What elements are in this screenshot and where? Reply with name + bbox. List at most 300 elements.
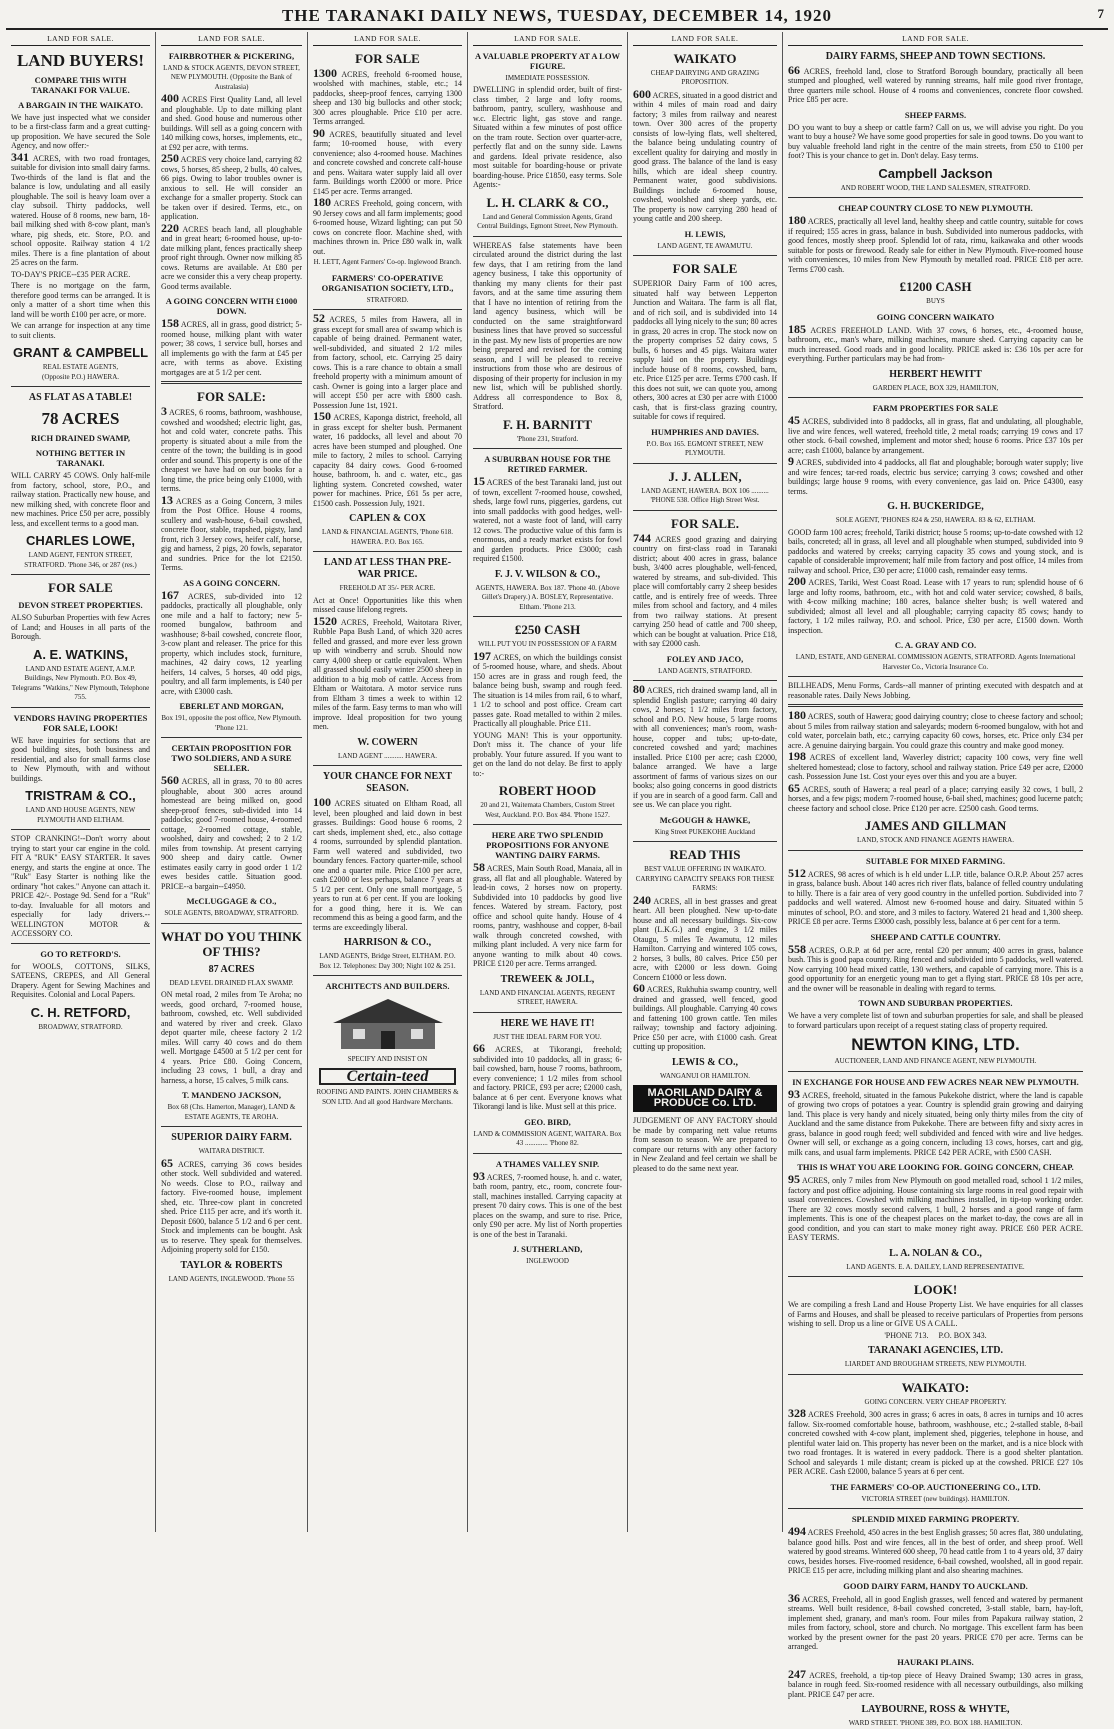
ad-body: ACRES, O.R.P. at 6d per acre, rental £20 per annum; 400 acres in grass, balance bush. This is good papa country. Ring fenced and subdivided into 5 paddocks, well watered. Now carrying 100 head mixed cattle, 130 wethers, and capable of carrying more. This is a good opportunity for an energetic young man to get a flying start. PRICE £8 10s per acre, and the owner will be reasonable in dealing with regard to terms. <box>788 945 1083 993</box>
ad-text <box>313 409 462 508</box>
ad-text <box>161 587 302 697</box>
ad-text: ON metal road, 2 miles from Te Aroha; no weeds, good orchard, 7-roomed house, bathroom, cowshed, etc. Well subdivided and watered by river and creek. Glaxo depot quarter mile, cheese factory 2 1/2 miles. Will carry 40 cows and do them well. Mortgage £4500 at 5 1/2 per cent for 4 years. Price £80. Going Concern, including 23 cows, 1 bull, a dray and harness, a horse, 15 calves, 5 milk cans. <box>161 990 302 1085</box>
ad-text <box>788 413 1084 455</box>
ad-body: ACRES, only 7 miles from New Plymouth on good metalled road, school 1 1/2 miles, factory and post office adjoining. House containing six large rooms in real good repair with usual conveniences. Cowshed with milking machines installed, in tip-top working order. There are 32 cows mostly second calvers, 1 bull, 2 horses and a good range of farm implements. This is one of the cheapest places on the market to-day, the cows are all in good condition, and you can start to make money right away. PRICE £60 PER ACRE. EASY TERMS. <box>788 1176 1083 1242</box>
advertiser-name: HARRISON & CO., <box>343 937 432 948</box>
advertiser-detail: LAND AND ESTATE AGENT, A.M.P. Buildings, New Plymouth. P.O. Box 49, Telegrams "Watkins," New Plymouth, Telephone 755. <box>11 664 150 701</box>
acreage: 13 <box>161 492 173 507</box>
advertiser-detail: VICTORIA STREET (new buildings). HAMILTON. <box>861 1494 1010 1503</box>
advertiser-detail: LAND AGENTS, STRATFORD. <box>658 666 752 675</box>
house-illustration <box>323 995 453 1051</box>
subheadline: A GOING CONCERN WITH £1000 DOWN. <box>165 296 298 316</box>
acreage: 66 <box>473 1041 485 1055</box>
subheadline: WAITARA DISTRICT. <box>198 1147 265 1155</box>
ad-text <box>313 613 462 732</box>
ad-text <box>161 91 303 152</box>
ad-body: ACRES beach land, all ploughable and in great heart; 6-roomed house, up-to-date milking plant, fences practically sheep proof right through. Owner now milking 85 cows. Returns are available. At £80 per acre we consider this a very cheap property. Good terms available. <box>161 224 302 291</box>
advertiser-detail: 20 and 21, Waitemata Chambers, Custom Street West, Auckland. P.O. Box 484. 'Phone 1527. <box>480 801 615 819</box>
ad-text <box>633 530 778 649</box>
acreage: 185 <box>788 321 806 336</box>
headline: SUPERIOR DAIRY FARM. <box>171 1132 292 1143</box>
acreage: 558 <box>788 941 806 956</box>
masthead-title: THE TARANAKI DAILY NEWS, TUESDAY, DECEMBER 14, 1920 <box>281 6 833 25</box>
advertiser-detail: BROADWAY, STRATFORD. <box>38 1022 123 1031</box>
headline: A VALUABLE PROPERTY AT A LOW FIGURE. <box>475 50 620 71</box>
ad-body: ACRES, subdivided into 8 paddocks, all in grass, flat and undulating, all ploughable, live and wire fences, well watered, freehold title, 2 metal roads; carrying 19 cows and 17 other stock. 6-bail cowshed, implement and motor shed; house 6 rooms. Price £37 10s per acre; cash £1000, balance by arrangement. <box>788 417 1084 455</box>
headline: 78 ACRES <box>41 409 120 428</box>
advertiser-name: THE FARMERS' CO-OP. AUCTIONEERING CO., LTD. <box>830 1481 1041 1492</box>
ad-body: ACRES, Tariki, West Coast Road. Lease with 17 years to run; splendid house of 6 large and lofty rooms, bathroom, etc., with hot and cold water service; cowshed, 8 bails, with 4-cow milking machine; 180 acres, balance shelter bush; is well watered and subdivided; almost all level and all ploughable; carrying capacity 85 cows; handy to factory, 1 1/2 miles railway, P.O. and school. Price, £30 per acre, £1500 down. Worth inspection. <box>788 578 1083 635</box>
acreage: 65 <box>788 780 800 795</box>
acreage: 198 <box>788 749 806 763</box>
ad-text <box>788 1172 1083 1243</box>
ad-text <box>11 149 150 268</box>
headline: GO TO RETFORD'S. <box>40 948 121 959</box>
ad-body: ACRES of excellent land, Waverley district; capacity 100 cows, very fine well sheltered homestead; close to factory, school and railway station. Price £49 per acre, £2000 cash. Possession June 1st. Cost your eyes over this and you are a buyer. <box>788 753 1084 781</box>
advertiser-name: FAIRBROTHER & PICKERING, <box>168 50 295 61</box>
ad-text <box>788 213 1084 274</box>
ad-text <box>161 773 302 891</box>
advertiser-detail: LAND AGENTS. E. A. DAILEY, LAND REPRESENTATIVE. <box>846 1262 1025 1271</box>
advertiser-detail: AUCTIONEER, LAND AND FINANCE AGENT, NEW PLYMOUTH. <box>834 1057 1037 1065</box>
divider <box>788 850 1083 851</box>
section-label: LAND FOR SALE. <box>11 32 150 46</box>
subheadline: GOING CONCERN. VERY CHEAP PROPERTY. <box>864 1397 1007 1406</box>
ad-body: ACRES, rich drained swamp land, all in splendid English pasture; carrying 40 dairy cows, 2 horses; 1 1/2 miles from factory, school and P.O. New house, 5 large rooms with all conveniences; man's room, wash-house, copper and tubs; up-to-date, concreted cowshed and yard; machines installed. Price £100 per acre; cash £2000, balance arranged. We have a large assortment of farms of various sizes on our books; also going concerns in good districts if you are in search of a good farm. Call and see us. We can place you right. <box>633 686 778 809</box>
ad-text <box>473 1041 622 1112</box>
ad-body: ACRES FREEHOLD LAND. With 37 cows, 6 horses, etc., 4-roomed house, bathroom, etc., man's whare, milking machines, manure shed. Carrying capacity can be much increased. Good roads and in good locality. PRICE asked is: £36 10s per acre for everything. Further particulars may be had from- <box>788 325 1083 363</box>
ad-text <box>473 860 622 969</box>
advertiser-name: McCLUGGAGE & CO., <box>186 896 277 906</box>
column-3 <box>308 32 468 1532</box>
advertiser-detail: LAND, ESTATE, AND GENERAL COMMISSION AGENTS, STRATFORD. Agents International Harvester Co., Victoria Insurance Co. <box>795 653 1076 671</box>
divider <box>473 1012 622 1013</box>
ad-body: ACRES, Kaponga district, freehold, all in grass except for shelter bush. Permanent water, 16 paddocks, all level and about 70 acres have been stumped and ploughed. One mile to factory, 2 miles to school. Carrying capacity 84 dairy cows. Good 6-roomed house, bathroom, h. and c. water, etc., gas lighting system. Concreted cowshed, water power for machines. Price, £61 5s per acre, £1500 cash. Possession July, 1921. <box>313 413 462 508</box>
headline: LAND AT LESS THAN PRE-WAR PRICE. <box>323 557 452 580</box>
advertiser-name: CHARLES LOWE, <box>25 533 136 548</box>
section-label: LAND FOR SALE. <box>161 32 302 46</box>
divider <box>788 197 1083 198</box>
advertiser-name: FARMERS' CO-OPERATIVE ORGANISATION SOCIETY, LTD., <box>321 272 454 293</box>
ad-text <box>633 892 777 983</box>
page-number: 7 <box>1097 6 1104 21</box>
ad-text <box>633 682 778 810</box>
acreage: 60 <box>633 981 645 995</box>
divider <box>11 386 150 387</box>
ad-text: STOP CRANKING!--Don't worry about trying to start your car engine in the cold. FIT A "RUK" EASY STARTER. It saves energy, and starts the engine at once. The "Ruk" Easy Starter is nothing like the ordinary "hot cakes." Anyone can attach it. PRICE 42/-. Postage 9d. Send for a "Ruk" to-day. Invaluable for all motors and especially for lady drivers.--WELLINGTON MOTOR & ACCESSORY CO. <box>11 834 150 938</box>
ad-text: WHEREAS false statements have been circulated around the district during the last few days, that I am retiring from the land agency business, I take this opportunity of thanking my many clients for their past favors, and at the same time assuring them that I have no intention of retiring from the land agency business, which will be conducted on the same straightforward business lines that have proved so successful in the past. My new lists of properties are now being prepared and revised for the coming season, and I will be pleased to receive instructions from those who are desirous of disposing of their property for inclusion in my new list, which will be published shortly. Address all correspondence to Box 8, Stratford. <box>473 240 622 411</box>
ad-text <box>788 574 1083 635</box>
acreage: 36 <box>788 1590 800 1605</box>
subheadline: 87 ACRES <box>208 963 255 975</box>
advertiser-detail: WARD STREET. 'PHONE 389, P.O. BOX 188. HAMILTON. <box>848 1719 1023 1727</box>
ad-text <box>788 708 1083 750</box>
subheadline: NOTHING BETTER IN TARANAKI. <box>35 448 126 468</box>
ad-body: ACRES very choice land, carrying 82 cows, 5 horses, 85 sheep, 2 bulls, 40 calves, 66 pigs. Owing to labor troubles owner is anxious to sell. He will consider an exchange for a smaller property. Stock can be taken over if desired. Terms, etc., on application. <box>161 155 302 221</box>
divider <box>313 975 462 976</box>
divider <box>473 448 622 449</box>
ad-text <box>788 1086 1083 1158</box>
advertiser-detail: REAL ESTATE AGENTS, <box>42 363 119 371</box>
ad-body: ACRES, 5 miles from Hawera, all in grass except for small area of swamp which is capable of being drained. Permanent water, well-subdivided, and situated 2 1/2 miles from factory, school, etc. Carrying 25 dairy cows. This is a rare chance to obtain a small freehold property with a minimum amount of cash. Owner is going into a larger place and will accept £50 per acre with £800 cash. Possession June 1st, 1921. <box>313 315 462 410</box>
ad-body: ACRES, freehold 6-roomed house, woolshed with machines, stable, etc.; 14 paddocks, sheep-proof fences, carrying 1300 sheep and 130 big bullocks and other stock; 300 acres ploughable. Price £10 per acre. Terms arranged. <box>313 69 463 126</box>
acreage: 65 <box>161 1155 173 1170</box>
headline: SUITABLE FOR MIXED FARMING. <box>866 855 1005 866</box>
divider <box>313 309 462 310</box>
acreage: 3 <box>161 404 167 418</box>
ad-text <box>788 941 1083 994</box>
advertiser-detail: LAND AGENT ........... HAWERA. <box>337 751 438 760</box>
advertiser-name: HERBERT HEWITT <box>889 368 982 380</box>
divider <box>313 551 462 552</box>
advertiser-detail: LAND AND HOUSE AGENTS, NEW PLYMOUTH AND ELTHAM. <box>25 806 136 824</box>
ad-body: ACRES, south of Hawera; a real pearl of a place; carrying easily 32 cows, 1 bull, 2 horses, and a few pigs; modern 7-roomed house, 6-bail shed, machines; good lucerne patch; cheese factory and school close. Price £120 per acre. £2500 cash. Good terms. <box>788 784 1084 813</box>
acreage: 150 <box>313 409 331 423</box>
advertiser-detail: LAND AGENTS, Bridge Street, ELTHAM. P.O. Box 12. Telephones: Day 300; Night 102 & 251. <box>319 952 456 970</box>
advertiser-detail: AGENTS, HAWERA. Box 187. 'Phone 40. (Above Gillet's Drapery.) A. BOSLEY, Representative. Eltham. 'Phone 213. <box>475 583 620 611</box>
ad-body: ACRES, sub-divided into 12 paddocks, practically all ploughable, only one mile and a half to factory; new 5-roomed bungalow, bathroom and washhouse; 8-bail cowshed, concrete floor, 3-cow plant and releaser. The price for this property, which includes stock, furniture, machines, 42 dairy cows, 12 yearling heifers, 14 calves, 5 horses, 40 odd pigs, poultry, and all farm implements, is £40 per acre, with £3000 cash. <box>161 591 302 696</box>
headline: HERE ARE TWO SPLENDID PROPOSITIONS FOR ANYONE WANTING DAIRY FARMS. <box>486 830 609 860</box>
ad-text: YOUNG MAN! This is your opportunity. Don't miss it. The chance of your life probably. Your future assured. If you want to get on the land do not delay. Be first to apply to:- <box>473 730 622 778</box>
subheadline: HAURAKI PLAINS. <box>897 1656 974 1667</box>
advertiser-name: GEO. BIRD, <box>524 1116 571 1127</box>
advertiser-name: W. COWERN <box>357 736 418 748</box>
advertiser-name: C. A. GRAY AND CO. <box>894 640 977 650</box>
acreage: 180 <box>788 708 806 722</box>
ad-text: We have a very complete list of town and suburban properties for sale, and shall be pleased to forward particulars upon receipt of a request stating class of property required. <box>788 1011 1083 1030</box>
advertiser-name: H. LEWIS, <box>684 228 726 239</box>
divider <box>161 923 302 924</box>
advertiser-detail: LAND, STOCK AND FINANCE AGENTS HAWERA. <box>856 836 1014 844</box>
advertiser-detail: Box 191, opposite the post office, New Plymouth. 'Phone 121. <box>161 714 302 732</box>
headline: FOR SALE <box>48 580 113 595</box>
advertiser-name: ROBERT HOOD <box>498 783 597 798</box>
box-text: P.O. BOX 343. <box>938 1330 987 1340</box>
ad-body: ACRES, freehold, situated in the famous Pukekohe district, where the land is capable of growing two crops of potatoes a year. Country is splendid grain growing and dairying land. This place is very handy and nicely situated, being only thirty miles from the city of Auckland and the same distance from Pukekohe. There are between fifty and sixty acres in grass, balance in good rough feed; well subdivided and fenced with wire and live hedges. Owner will sell, or exchange as a going concern, including 13 cows, horses, cart and gig, milk cans, and usual farm implements. PRICE £42 PER ACRE, with £500 CASH. <box>788 1090 1083 1157</box>
divider <box>473 1153 622 1154</box>
headline: SPLENDID MIXED FARMING PROPERTY. <box>851 1514 1020 1524</box>
ad-body: ACRES, practically all level land, healthy sheep and cattle country, suitable for cows if required; 155 acres in grass, balance in bush. Subdivided into numerous paddocks, with good fences, mostly sheep proof. Splendid lot of rata, rimu, kaikawaka and other woods suitable for posts or firewood. Ready sale for either in New Plymouth. Five-roomed house with conveniences, 10 miles from New Plymouth by metalled road. PRICE £18 per acre. Terms £700 cash. <box>788 217 1084 274</box>
divider <box>11 829 150 830</box>
divider <box>788 676 1083 677</box>
ad-body: ACRES as a Going Concern, 3 miles from the Post Office. House 4 rooms, scullery and wash-house, 6-bail cowshed, concrete floor, stable, trapshed, pigsty, land front, rich 3 Jersey cows, heifer calf, horse, gig and harness, 2 pigs, 20 fowls, separator and sundries. Price for the lot £2150. Terms. <box>161 496 303 572</box>
headline: AS FLAT AS A TABLE! <box>28 392 133 403</box>
ad-body: ACRES, freehold, a tip-top piece of Heavy Drained Swamp; 130 acres in grass, balance in rough feed. Six-roomed residence with all necessary outbuildings, also milking plant. PRICE £47 per acre. <box>788 1670 1084 1699</box>
ad-body: ACRES, Main South Road, Manaia, all in grass, all flat and all ploughable. Watered by lead-in cows, 2 horses now on property. Subdivided into 10 paddocks by good live fences. Watered by stream. Factory, post office and school quite handy. House of 4 rooms, pantry, washhouse and copper, 8-bail walk through concreted cowshed, with milking plant included. A very nice farm for anyone wanting to milk about 40 cows. PRICE £120 per acre. Terms arranged. <box>473 864 622 968</box>
advertiser-name: T. MANDENO JACKSON, <box>181 1090 281 1100</box>
headline: FOR SALE. <box>671 515 739 531</box>
column-6 <box>783 32 1088 1727</box>
subheadline: DEAD LEVEL DRAINED FLAX SWAMP. <box>169 978 294 987</box>
ad-body: ACRES, all in best grasses and great heart. All been ploughed. New up-to-date house and all necessary buildings. Six-cow plant (L.K.G.) and engine, 3 1/2 miles Otaugu, 5 miles Te Awamutu, 12 miles Hamilton. Carrying and wintered 105 cows, 2 horses, 3 bulls, 80 calves. Price £50 per acre, with £2000 or less down. Going Concern £1000 or less down. <box>633 896 777 982</box>
ad-text: SUPERIOR Dairy Farm of 100 acres, situated half way between Lepperton Junction and Waitara. The farm is all flat, and of rich soil, and is subdivided into 14 paddocks all lying nicely to the sun; 80 acres in grass, 20 acres in crop. The stock now on the property comprises 52 dairy cows, 5 bulls, 6 horses and 45 pigs. Waitara water supply laid on the property. Buildings include house of 8 rooms, cowshed, barn, etc. Price £125 per acre. Terms £700 cash. If this does not suit, we can quote you, among others, 300 acres at £30 per acre with £1000 cash, that is first-class grazing country, suitable for cows if required. <box>633 279 777 421</box>
advertiser-name: EBERLET AND MORGAN, <box>179 701 284 711</box>
ad-text <box>788 865 1083 927</box>
headline: CHEAP COUNTRY CLOSE TO NEW PLYMOUTH. <box>838 203 1033 213</box>
advertiser-detail: WANGANUI OR HAMILTON. <box>659 1071 751 1080</box>
divider <box>161 1126 302 1127</box>
ad-body: ACRES First Quality Land, all level and ploughable. Up to date milking plant and shed. Good house and numerous other buildings. Will sell as a going concern with 140 milking cows, horses, implements, etc., at £92 per acre, with terms. <box>161 95 303 152</box>
advertiser-name: L. H. CLARK & CO., <box>486 194 609 210</box>
maoriland-banner: MAORILAND DAIRY & PRODUCE Co. LTD. <box>633 1085 777 1112</box>
ad-text <box>788 1590 1083 1652</box>
advertiser-name: LEWIS & CO., <box>671 1056 739 1068</box>
ad-body: ACRES, at Tikorangi, freehold; subdivided into 10 paddocks, all in grass; 6-bail cowshed, barn, house 7 rooms, bathroom, every convenience; 1 1/2 miles from school and factory. PRICE, £93 per acre; £2000 cash, balance at 6 per cent. Everyone knows what Tikorangi land is like. Must sell at this price. <box>473 1045 622 1111</box>
advertiser-detail: AND ROBERT WOOD, THE LAND SALESMEN, STRATFORD. <box>840 183 1031 192</box>
ad-text <box>313 795 462 932</box>
divider <box>473 236 622 237</box>
acreage: 197 <box>473 648 491 663</box>
advertiser-detail: (Opposite P.O.) HAWERA. <box>41 372 120 381</box>
subheadline: SHEEP AND CATTLE COUNTRY. <box>870 931 1001 942</box>
advertiser-detail: LAND & COMMISSION AGENT, WAITARA. Box 43 ............. 'Phone 82. <box>473 1129 622 1147</box>
advertiser-name: TAYLOR & ROBERTS <box>180 1259 283 1271</box>
acreage: 560 <box>161 773 179 787</box>
advertiser-name: GRANT & CAMPBELL <box>12 345 149 360</box>
ad-text: BILLHEADS, Menu Forms, Cards--all manner of printing executed with despatch and at reasonable rates. Daily News Jobbing. <box>788 681 1083 700</box>
headline: THIS IS WHAT YOU ARE LOOKING FOR. GOING CONCERN, CHEAP. <box>797 1162 1074 1172</box>
ad-text <box>473 1168 622 1240</box>
ad-body: ACRES, Freehold, all in good English grasses, well fenced and watered by permanent streams. Well built residence, 8-bail cowshed concreted, 3-stall stable, barn, hay-loft, implement shed, granary, and man's room. Four miles from Papakura railway station, 2 miles from factory, school, store and church. No mortgage. This excellent farm has been worked by the present owner for the past 20 years. PRICE £70 per acre. Terms can be arranged. <box>788 1594 1083 1651</box>
acreage: 95 <box>788 1172 800 1186</box>
ad-body: ACRES Freehold, 450 acres in the best English grasses; 50 acres flat, 380 undulating, balance good hills. Post and wire fences, all in the best of order, and sheep proof. Well watered by good streams. Wintered 600 sheep, 70 head cattle from 1 to 4 years old, 37 dairy cows, besides horses. Five-roomed residence, 6-bail cowshed, woolshed, all in good repair. PRICE £15 per acre, including milking plant and also shearing machines. <box>788 1528 1083 1575</box>
subheadline: RICH DRAINED SWAMP, <box>30 433 131 443</box>
headline: FOR SALE <box>672 261 738 276</box>
acreage: 400 <box>161 91 179 105</box>
advertiser-name: NEWTON KING, LTD. <box>851 1035 1020 1054</box>
advertiser-name: L. A. NOLAN & CO., <box>889 1247 982 1259</box>
divider <box>788 397 1083 398</box>
advertiser-detail: ROOFING AND PAINTS. JOHN CHAMBERS & SON LTD. And all good Hardware Merchants. <box>316 1088 459 1106</box>
acreage: 93 <box>788 1086 800 1101</box>
headline: HERE WE HAVE IT! <box>500 1017 595 1029</box>
acreage: 80 <box>633 682 645 696</box>
ad-body: ACRES, all in grass, 70 to 80 acres ploughable, about 300 acres around homestead are being milked on, good sheep-proof fences, sub-divided into 14 paddocks; good 7-roomed house, 4-roomed cottage, 2-roomed cottage, stable, woolshed, dairy and cowshed; 2 to 2 1/2 miles from township. At present carrying 900 sheep and dairy cattle. Owner estimates easily carry in good order 1 1/2 ewes besides cattle. Situation good. PRICE--a bargain--£4950. <box>161 777 302 891</box>
divider <box>633 680 777 681</box>
ad-text <box>788 1666 1084 1700</box>
acreage: 220 <box>161 220 179 235</box>
divider <box>788 704 1083 707</box>
advertiser-detail: SOLE AGENT, 'PHONES 824 & 250, HAWERA. 83 & 62, ELTHAM. <box>835 516 1036 524</box>
ad-text: We have just inspected what we consider to be a first-class farm and a great cutting-up proposition. We have secured the Sole Agency, and now offer:- <box>11 112 150 150</box>
advertiser-name: Campbell Jackson <box>878 165 993 181</box>
ad-text <box>313 195 463 256</box>
ad-body: ACRES, all in grass, good district; 5-roomed house, milking plant with water power; 38 cows, 1 service bull, horses and all implements go with the farm at £45 per acre, with terms as above. Existing mortgages are at 5 1/2 per cent. <box>161 320 302 377</box>
divider <box>788 1276 1083 1277</box>
acreage: 180 <box>313 195 331 209</box>
subheadline: TOWN AND SUBURBAN PROPERTIES. <box>858 998 1013 1008</box>
acreage: 167 <box>161 587 179 602</box>
divider <box>633 841 777 842</box>
masthead <box>6 4 1108 30</box>
advertiser-name: J. SUTHERLAND, <box>512 1244 583 1254</box>
ad-text: TO-DAY'S PRICE--£35 PER ACRE. <box>11 269 131 279</box>
section-label: LAND FOR SALE. <box>473 32 622 46</box>
acreage: 52 <box>313 311 325 325</box>
acreage: 100 <box>313 795 331 809</box>
advertiser-name: A. E. WATKINS, <box>32 646 129 662</box>
advertiser-detail: Land and General Commission Agents, Grand Central Buildings, Egmont Street, New Plymouth. <box>477 212 618 230</box>
subheadline: SHEEP FARMS. <box>904 109 967 120</box>
acreage: 240 <box>633 892 651 907</box>
acreage: 93 <box>473 1168 485 1183</box>
ad-text <box>788 62 1083 105</box>
headline: £250 CASH <box>514 622 581 637</box>
ad-text <box>788 780 1084 814</box>
advertiser-detail: King Street PUKEKOHE Auckland <box>654 827 756 836</box>
section-label: LAND FOR SALE. <box>788 32 1083 46</box>
phone-text: 'PHONE 713. <box>884 1330 929 1340</box>
divider <box>161 381 302 384</box>
ad-text <box>313 125 463 197</box>
ad-text <box>633 981 777 1052</box>
acreage: 1300 <box>313 65 337 80</box>
subheadline: DEVON STREET PROPERTIES. <box>18 600 143 610</box>
ad-body: ACRES, south of Hawera; good dairying country; close to cheese factory and school; about 5 miles from railway station and saleyards; modern 6-roomed bungalow, with hot and cold water, porcelain bath, etc.; carrying capacity 60 cows, horses, etc. Price only £34 per acre. A genuine dairying bargain. You could graze this country and make good money. <box>788 712 1083 750</box>
divider <box>633 463 777 464</box>
headline: WAIKATO <box>673 50 737 66</box>
headline: LAND BUYERS! <box>16 50 145 70</box>
headline: DAIRY FARMS, SHEEP AND TOWN SECTIONS. <box>825 50 1046 62</box>
ad-text <box>161 316 302 377</box>
acreage: 45 <box>788 413 800 427</box>
advertiser-name: G. H. BUCKERIDGE, <box>887 501 984 512</box>
headline: CERTAIN PROPOSITION FOR TWO SOLDIERS, AND A SURE SELLER. <box>171 743 292 773</box>
ad-text <box>161 1155 302 1255</box>
advertiser-detail: LAND AGENT, HAWERA. BOX 106 .......... 'PHONE 538. Office High Street West. <box>641 486 769 504</box>
divider <box>633 255 777 256</box>
ad-text <box>473 648 622 729</box>
headline: £1200 CASH <box>899 279 972 294</box>
headline: WAIKATO: <box>901 1379 970 1395</box>
acreage: 250 <box>161 151 179 165</box>
ad-text <box>313 311 462 410</box>
advertiser-detail: SPECIFY AND INSIST ON <box>347 1055 428 1063</box>
subheadline: GOOD DAIRY FARM, HANDY TO AUCKLAND. <box>843 1580 1028 1591</box>
headline: FOR SALE: <box>197 389 266 404</box>
divider <box>161 737 302 738</box>
ad-body: ACRES Freehold, going concern, with 90 Jersey cows and all farm implements; good 6-roomed house, Wizard lighting; can put 50 cows on concrete floor. Machine shed, with machines thrown in. Price £80 walk in, walk out. <box>313 199 463 256</box>
subheadline: A BARGAIN IN THE WAIKATO. <box>18 99 143 110</box>
divider <box>473 824 622 825</box>
subheadline: WILL PUT YOU IN POSSESSION OF A FARM <box>478 640 617 648</box>
divider <box>633 510 777 511</box>
advertiser-detail: LAND & STOCK AGENTS, DEVON STREET, NEW PLYMOUTH. (Opposite the Bank of Australasia) <box>163 63 300 91</box>
ad-text: We can arrange for inspection at any time to suit clients. <box>11 321 150 340</box>
headline: READ THIS <box>669 847 741 862</box>
column-5 <box>628 32 783 1532</box>
advertiser-name: CAPLEN & COX <box>349 513 426 524</box>
headline: A SUBURBAN HOUSE FOR THE RETIRED FARMER. <box>484 454 611 474</box>
acreage: 90 <box>313 125 325 140</box>
advertiser-detail: LAND AGENTS, INGLEWOOD. 'Phone 55 <box>168 1274 295 1283</box>
ad-text <box>788 749 1084 782</box>
advertiser-detail: LAND AGENT, TE AWAMUTU. <box>657 241 753 250</box>
divider <box>313 765 462 766</box>
advertiser-name: JAMES AND GILLMAN <box>864 818 1007 833</box>
ad-body: ACRES Freehold, 300 acres in grass; 6 acres in oats, 8 acres in turnips and 10 acres fallow. Six-roomed comfortable house, bathroom, washhouse, etc.; 2-stalled stable, 8-bail concreted cowshed with 4-cow plant, implement shed, piggeries, telephone in house, and plentiful water laid on. This property has never been on the market, and is a nice block with two road frontages. It is watered in every paddock. There is a good shelter plantation. School and saleyards 1 mile distant; cream is picked up at the cowshed. PRICE £27 10s PER ACRE. Cash £2000, balance 5 years at 6 per cent. <box>788 1410 1083 1476</box>
advertiser-name: TARANAKI AGENCIES, LTD. <box>867 1345 1004 1356</box>
divider <box>788 1508 1083 1509</box>
acreage: 66 <box>788 62 800 77</box>
ad-body: ACRES, carrying 36 cows besides other stock. Well subdivided and watered. No weeds. Close to P.O., railway and factory. Five-roomed house, implement shed, etc. Three-cow plant in concreted shed. Price £115 per acre, and it's worth it. Deposit £600, balance 5 1/2 and 6 per cent. Stock and implements can be bought. Ask us to reserve. They speak for themselves. Adjoining property sold for £150. <box>161 1159 302 1254</box>
advertiser-detail: STRATFORD. <box>366 295 409 304</box>
headline: YOUR CHANCE FOR NEXT SEASON. <box>322 771 453 794</box>
ad-body: ACRES, 98 acres of which is h eld under L.I.P. title, balance O.R.P. About 257 acres in grass, balance bush. About 140 acres rich river flats, balance of felled country undulating to hilly. There is a fair area of very good country in the unfelled portion. Subdivided into 7 paddocks and well watered. Almost new 6-roomed house and dairy. Situated within 5 minutes of school, P.O. and store, and 3 miles to factory. Watered 21 head and 1,300 sheep. PRICE £8 per acre. Terms £3000 cash, possibly less, balance at 6 per cent for a term. <box>788 869 1083 926</box>
acreage: 247 <box>788 1666 806 1681</box>
acreage: 200 <box>788 574 806 588</box>
acreage: 328 <box>788 1406 806 1420</box>
headline: A THAMES VALLEY SNIP. <box>495 1158 600 1169</box>
ad-text: DO you want to buy a sheep or cattle farm? Call on us, we will advise you right. Do you want to buy a house? We have some good properties for sale in good towns. Do you want to buy valuable freehold land right in the centre of the main streets, from £50 to £100 per foot? This is your chance to get in. Don't delay. Easy terms. <box>788 122 1083 160</box>
advertiser-detail: SOLE AGENTS, BROADWAY, STRATFORD. <box>164 909 299 917</box>
ad-body: ACRES, subdivided into 4 paddocks, all flat and ploughable; borough water supply; live and wire fences; tar-red roads, electric bus service; carrying 3 cows; cowshed and other buildings; large house 9 rooms, with every convenience, gas laid on. Price £4300, easy terms. <box>788 458 1084 496</box>
advertiser-name: C. H. RETFORD, <box>30 1004 131 1020</box>
ad-body: ACRES of the best Taranaki land, just out of town, excellent 7-roomed house, cowshed, sheds, large fowl runs, piggeries, gardens, cut into small paddocks with good hedges, well-watered, not a waste foot of land, will carry 12 cows. The productive value of this farm is enormous, and a ready market exists for fowl and garden products. Price £3000; cash required £1500. <box>473 478 623 563</box>
ad-body: ACRES, beautifully situated and level farm; 10-roomed house, with every convenience; also 4-roomed house. Machines and concrete cowshed and concrete calf-house and pens. Waitara water supply laid all over farm. Buildings worth £2000 or more. Price £145 per acre. Terms arranged. <box>313 129 463 196</box>
ad-body: ACRES, situated in a good district and within 4 miles of main road and dairy factory; 3 miles from railway and nearest town. Over 300 acres of the property consists of low-lying flats, well sheltered, the balance being undulating country of excellent quality for dairying and mostly in good grass. The balance of the land is easy hills, which are ideal sheep country. Permanent water, good subdivisions. Buildings include 6-roomed house, cowshed, woolshed and sheep yards, etc. The property is now carrying 280 head of young cattle and 200 sheep. <box>633 90 777 223</box>
ad-text <box>161 492 303 573</box>
advertiser-detail: LAND & FINANCIAL AGENTS, 'Phone 618. HAWERA. P.O. Box 165. <box>321 528 454 546</box>
advertiser-detail: GARDEN PLACE, BOX 329, HAMILTON, <box>872 383 999 392</box>
acreage: 9 <box>788 454 794 468</box>
acreage: 512 <box>788 865 806 880</box>
ad-body: ACRES, on which the buildings consist of 5-roomed house, whare, and sheds. About 150 acres are in grass and rough feed, the balance being bush, swamp and rough feed. The situation is 14 miles from rail, 6 to wharf, 1 1/2 to school and post office. Cream cart passes gate. Road metalled to within 2 miles. Practically all ploughable. Price £11. <box>473 652 622 728</box>
ad-text <box>473 474 623 564</box>
advertiser-detail: LAND AND FINANCIAL AGENTS, REGENT STREET, HAWERA. <box>479 988 616 1006</box>
headline: FOR SALE <box>355 50 420 66</box>
subheadline: FREEHOLD AT 35/- PER ACRE. <box>339 584 436 592</box>
headline: IN EXCHANGE FOR HOUSE AND FEW ACRES NEAR NEW PLYMOUTH. <box>792 1076 1079 1087</box>
subheadline: GOING CONCERN WAIKATO <box>876 311 995 322</box>
headline: ARCHITECTS AND BUILDERS. <box>325 981 450 991</box>
acreage: 180 <box>788 213 806 227</box>
divider <box>11 574 150 575</box>
advertiser-name: HUMPHRIES AND DAVIES. <box>651 426 759 437</box>
subheadline: IMMEDIATE POSSESSION. <box>505 73 590 82</box>
column-2 <box>156 32 308 1532</box>
contact-line <box>788 1331 1083 1341</box>
section-label: LAND FOR SALE. <box>313 32 462 46</box>
subheadline: CHEAP DAIRYING AND GRAZING PROPOSITION. <box>650 68 760 86</box>
advertiser-name: F. H. BARNITT <box>502 416 593 432</box>
ad-text: ALSO Suburban Properties with few Acres of Land; and Houses in all parts of the Borough. <box>11 613 150 641</box>
ad-body: ACRES, 6 rooms, bathroom, washhouse, cowshed and woodshed; electric light, gas, hot and cold water, concrete paths. This property is situated about a mile from the centre of the town; the building is in good order and sound. This property is one of the cheapest we have had on our books for a long time, the price being only £1000, with terms. <box>161 408 302 493</box>
acreage: 494 <box>788 1524 806 1538</box>
advertiser-detail: LIARDET AND BROUGHAM STREETS, NEW PLYMOUTH. <box>844 1360 1027 1368</box>
ad-body: ACRES, Rukhuhia swamp country, well drained and grassed, well fenced, good buildings. All ploughable. Carrying 40 cows and fattening 100 grown cattle. Ten miles railway; township and factory adjoining. Price £50 per acre, with £1000 cash. Great cutting up proposition. <box>633 985 777 1051</box>
ad-text <box>788 1524 1083 1576</box>
column-1 <box>6 32 156 1532</box>
advertiser-detail: Box 68 (Chs. Hamerton, Manager), LAND & ESTATE AGENTS, TE AROHA. <box>167 1103 296 1121</box>
ad-text <box>313 65 463 127</box>
subheadline: BUYS <box>926 297 945 305</box>
advertiser-name: FOLEY AND JACO, <box>666 653 744 664</box>
advertiser-detail: H. LETT, Agent Farmers' Co-op. Inglewood Branch. <box>313 258 462 266</box>
advertiser-detail: 'Phone 231, Stratford. <box>516 434 579 443</box>
ad-body: ACRES good grazing and dairying country on first-class road in Taranaki district; about 400 acres in grass, balance bush, 3/400 acres ploughable, well-fenced, watered by streams, and sub-divided. This place will comfortably carry 2 sheep besides cattle, and is entirely free of weeds. Three miles from school and factory, and 4 miles from two railway stations. At present carrying 250 head of cattle and 700 sheep, which can be bought at valuation. Price £18, with say £2000 cash. <box>633 534 778 648</box>
acreage: 158 <box>161 316 179 330</box>
acreage: 1520 <box>313 613 337 628</box>
acreage: 58 <box>473 860 485 874</box>
ad-text <box>788 321 1083 364</box>
ad-text: DWELLING in splendid order, built of first-class timber, 2 large and lofty rooms, bathroom, pantry, scullery, washhouse and w.c. Electric light, gas stove and range. Situated within a few minutes of post office on the tram route. Section over quarter-acre, perfectly flat and on the sunny side. Lawns and gardens. Ideal private residence, also most suitable for boarding-house or private boarding-house. Price £1850, easy terms. Sole Agents:- <box>473 85 622 189</box>
subheadline: BEST VALUE OFFERING IN WAIKATO. CARRYING CAPACITY SPEAKS FOR THESE FARMS: <box>635 865 775 892</box>
headline: VENDORS HAVING PROPERTIES FOR SALE, LOOK! <box>13 712 148 733</box>
headline: WHAT DO YOU THINK OF THIS? <box>161 928 302 959</box>
divider <box>788 1374 1083 1375</box>
ad-text <box>161 404 302 494</box>
